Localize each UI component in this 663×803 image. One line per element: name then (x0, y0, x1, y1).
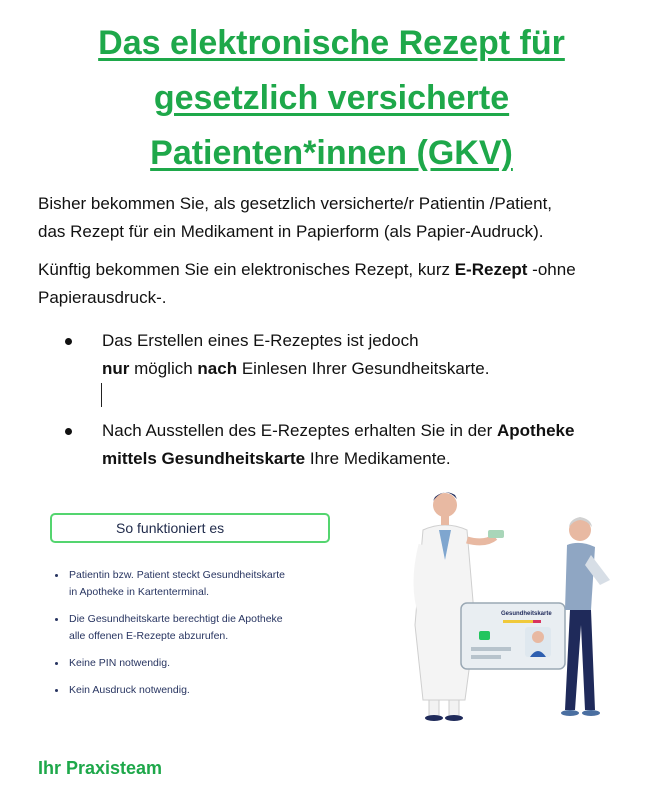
bold-nur: nur (102, 359, 130, 378)
howto-item-line: Kein Ausdruck notwendig. (69, 684, 190, 696)
bullet1-line-2 (102, 355, 640, 383)
health-card (461, 603, 565, 669)
howto-list (54, 567, 354, 709)
text-cursor (101, 383, 102, 407)
howto-item-line: Keine PIN notwendig. (69, 657, 170, 669)
bullet2-text-end: Ihre Medikamente. (305, 449, 451, 468)
bullet-item-2 (65, 417, 640, 473)
howto-item (54, 655, 354, 672)
bullet-dot (55, 662, 58, 665)
e-rezept-bold: E-Rezept (454, 260, 528, 279)
intro-line-1: Bisher bekommen Sie, als gesetzlich versicherte/r Patientin /Patient, (38, 194, 553, 213)
bullet-dot (55, 574, 58, 577)
bullet1-text: möglich (129, 359, 198, 378)
bold-gesundheitskarte: mittels Gesundheitskarte (102, 449, 306, 468)
intro-line-2: das Rezept für ein Medikament in Papierform (als Papier-Audruck). (38, 222, 544, 241)
bullet1-line-1: Das Erstellen eines E-Rezeptes ist jedoch (102, 331, 419, 350)
howto-item (54, 567, 354, 601)
howto-item-line: in Apotheke in Kartenterminal. (69, 586, 210, 598)
howto-heading-box (50, 513, 330, 543)
bullet1-text-end: Einlesen Ihrer Gesundheitskarte. (237, 359, 490, 378)
howto-item-line: alle offenen E-Rezepte abzurufen. (69, 630, 229, 642)
bullet2-line-2 (102, 445, 640, 473)
bold-apotheke: Apotheke (497, 421, 575, 440)
howto-item-line: Die Gesundheitskarte berechtigt die Apotheke (69, 613, 283, 625)
howto-heading: So funktioniert es (116, 520, 225, 536)
bullet-dot (55, 689, 58, 692)
patient-figure (561, 517, 610, 716)
bullet2-line-1 (102, 417, 640, 445)
bullet2-text: Nach Ausstellen des E-Rezeptes erhalten Sie in der (102, 421, 498, 440)
howto-item (54, 682, 354, 699)
future-line-1 (38, 256, 638, 284)
future-text-end: -ohne (527, 260, 576, 279)
bullet-list (65, 327, 640, 473)
bullet-dot (55, 618, 58, 621)
howto-item-line: Patientin bzw. Patient steckt Gesundheitskarte (69, 569, 285, 581)
bullet-dot (65, 338, 72, 345)
bold-nach: nach (197, 359, 238, 378)
future-paragraph (38, 256, 638, 312)
bullet-item-1 (65, 327, 640, 383)
title-line-1: Das elektronische Rezept für (98, 24, 565, 62)
page-title (0, 16, 663, 181)
pharmacy-illustration (405, 485, 635, 730)
howto-item (54, 611, 354, 645)
future-text: Künftig bekommen Sie ein elektronisches Rezept, kurz (38, 260, 455, 279)
intro-paragraph (38, 190, 638, 246)
title-line-2: gesetzlich versicherte (153, 79, 510, 117)
card-label: Gesundheitskarte (501, 611, 552, 617)
signature: Ihr Praxisteam (38, 758, 163, 778)
future-line-2: Papierausdruck-. (38, 288, 167, 307)
title-line-3: Patienten*innen (GKV) (150, 134, 513, 172)
bullet-dot (65, 428, 72, 435)
